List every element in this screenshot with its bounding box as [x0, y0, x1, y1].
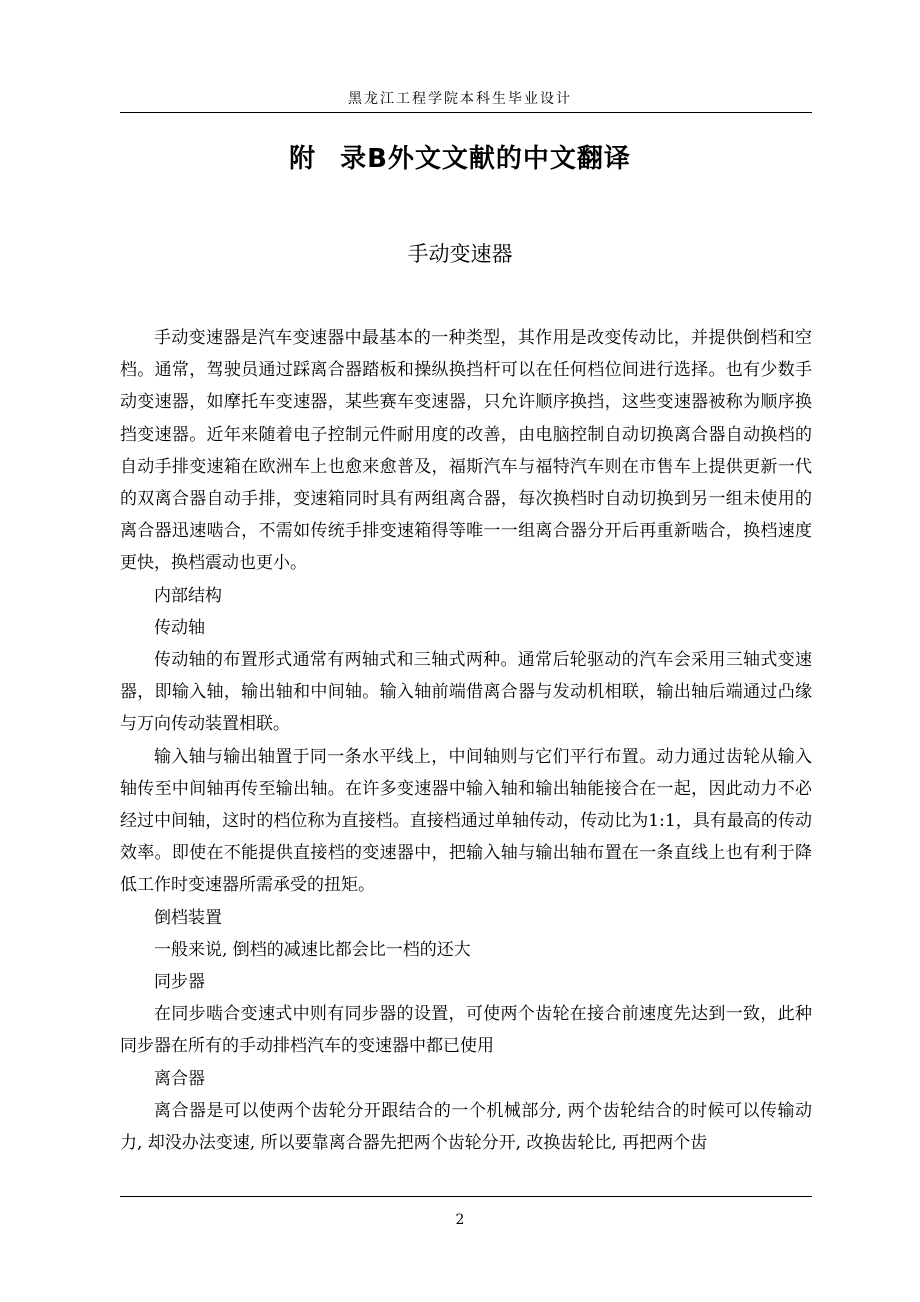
heading-synchronizer: 同步器	[154, 972, 205, 993]
heading-drive-shaft: 传动轴	[154, 617, 205, 638]
heading-reverse-gear: 倒档装置	[154, 907, 222, 928]
paragraph-direct-gear: 输入轴与输出轴置于同一条水平线上，中间轴则与它们平行布置。动力通过齿轮从输入轴传至中间轴再传至输出轴。在许多变速器中输入轴和输出轴能接合在一起，因此动力不必经过中间轴，这时的档位称为直接档。直接档通过单轴传动，传动比为1:1，具有最高的传动效率。即使在不能提供直接档的变速器中，把输入轴与输出轴布置在一条直线上也有利于降低工作时变速器所需承受的扭矩。	[120, 746, 812, 896]
body-text	[120, 322, 812, 1159]
heading-internal-structure: 内部结构	[154, 585, 222, 606]
appendix-title	[0, 138, 920, 175]
paragraph-reverse-gear: 一般来说, 倒档的减速比都会比一档的还大	[154, 939, 471, 960]
paragraph-clutch: 离合器是可以使两个齿轮分开跟结合的一个机械部分, 两个齿轮结合的时候可以传输动力, 却没办法变速, 所以要靠离合器先把两个齿轮分开, 改换齿轮比, 再把两个齿	[120, 1100, 812, 1154]
appendix-title-label: 附	[289, 144, 317, 174]
paragraph-intro: 手动变速器是汽车变速器中最基本的一种类型，其作用是改变传动比，并提供倒档和空档。通常，驾驶员通过踩离合器踏板和操纵换挡杆可以在任何档位间进行选择。也有少数手动变速器，如摩托车变速器，某些赛车变速器，只允许顺序换挡，这些变速器被称为顺序换挡变速器。近年来随着电子控制元件耐用度的改善，由电脑控制自动切换离合器自动换档的自动手排变速箱在欧洲车上也愈来愈普及，福斯汽车与福特汽车则在市售车上提供更新一代的双离合器自动手排，变速箱同时具有两组离合器，每次换档时自动切换到另一组未使用的离合器迅速啮合，不需如传统手排变速箱得等唯一一组离合器分开后再重新啮合，换档速度更快，换档震动也更小。	[120, 328, 812, 574]
section-title: 手动变速器	[407, 242, 513, 266]
running-header: 黑龙江工程学院本科生毕业设计	[348, 91, 572, 107]
paragraph-shaft-layout: 传动轴的布置形式通常有两轴式和三轴式两种。通常后轮驱动的汽车会采用三轴式变速器，即输入轴，输出轴和中间轴。输入轴前端借离合器与发动机相联，输出轴后端通过凸缘与万向传动装置相联。	[120, 650, 812, 735]
paragraph-synchronizer: 在同步啮合变速式中则有同步器的设置，可使两个齿轮在接合前速度先达到一致，此种同步器在所有的手动排档汽车的变速器中都已使用	[120, 1004, 812, 1057]
footer-divider	[120, 1196, 812, 1197]
header-divider	[120, 112, 812, 113]
heading-clutch: 离合器	[154, 1068, 205, 1089]
page-number: 2	[455, 1212, 465, 1228]
appendix-title-text: 录B外文文献的中文翻译	[340, 144, 631, 174]
